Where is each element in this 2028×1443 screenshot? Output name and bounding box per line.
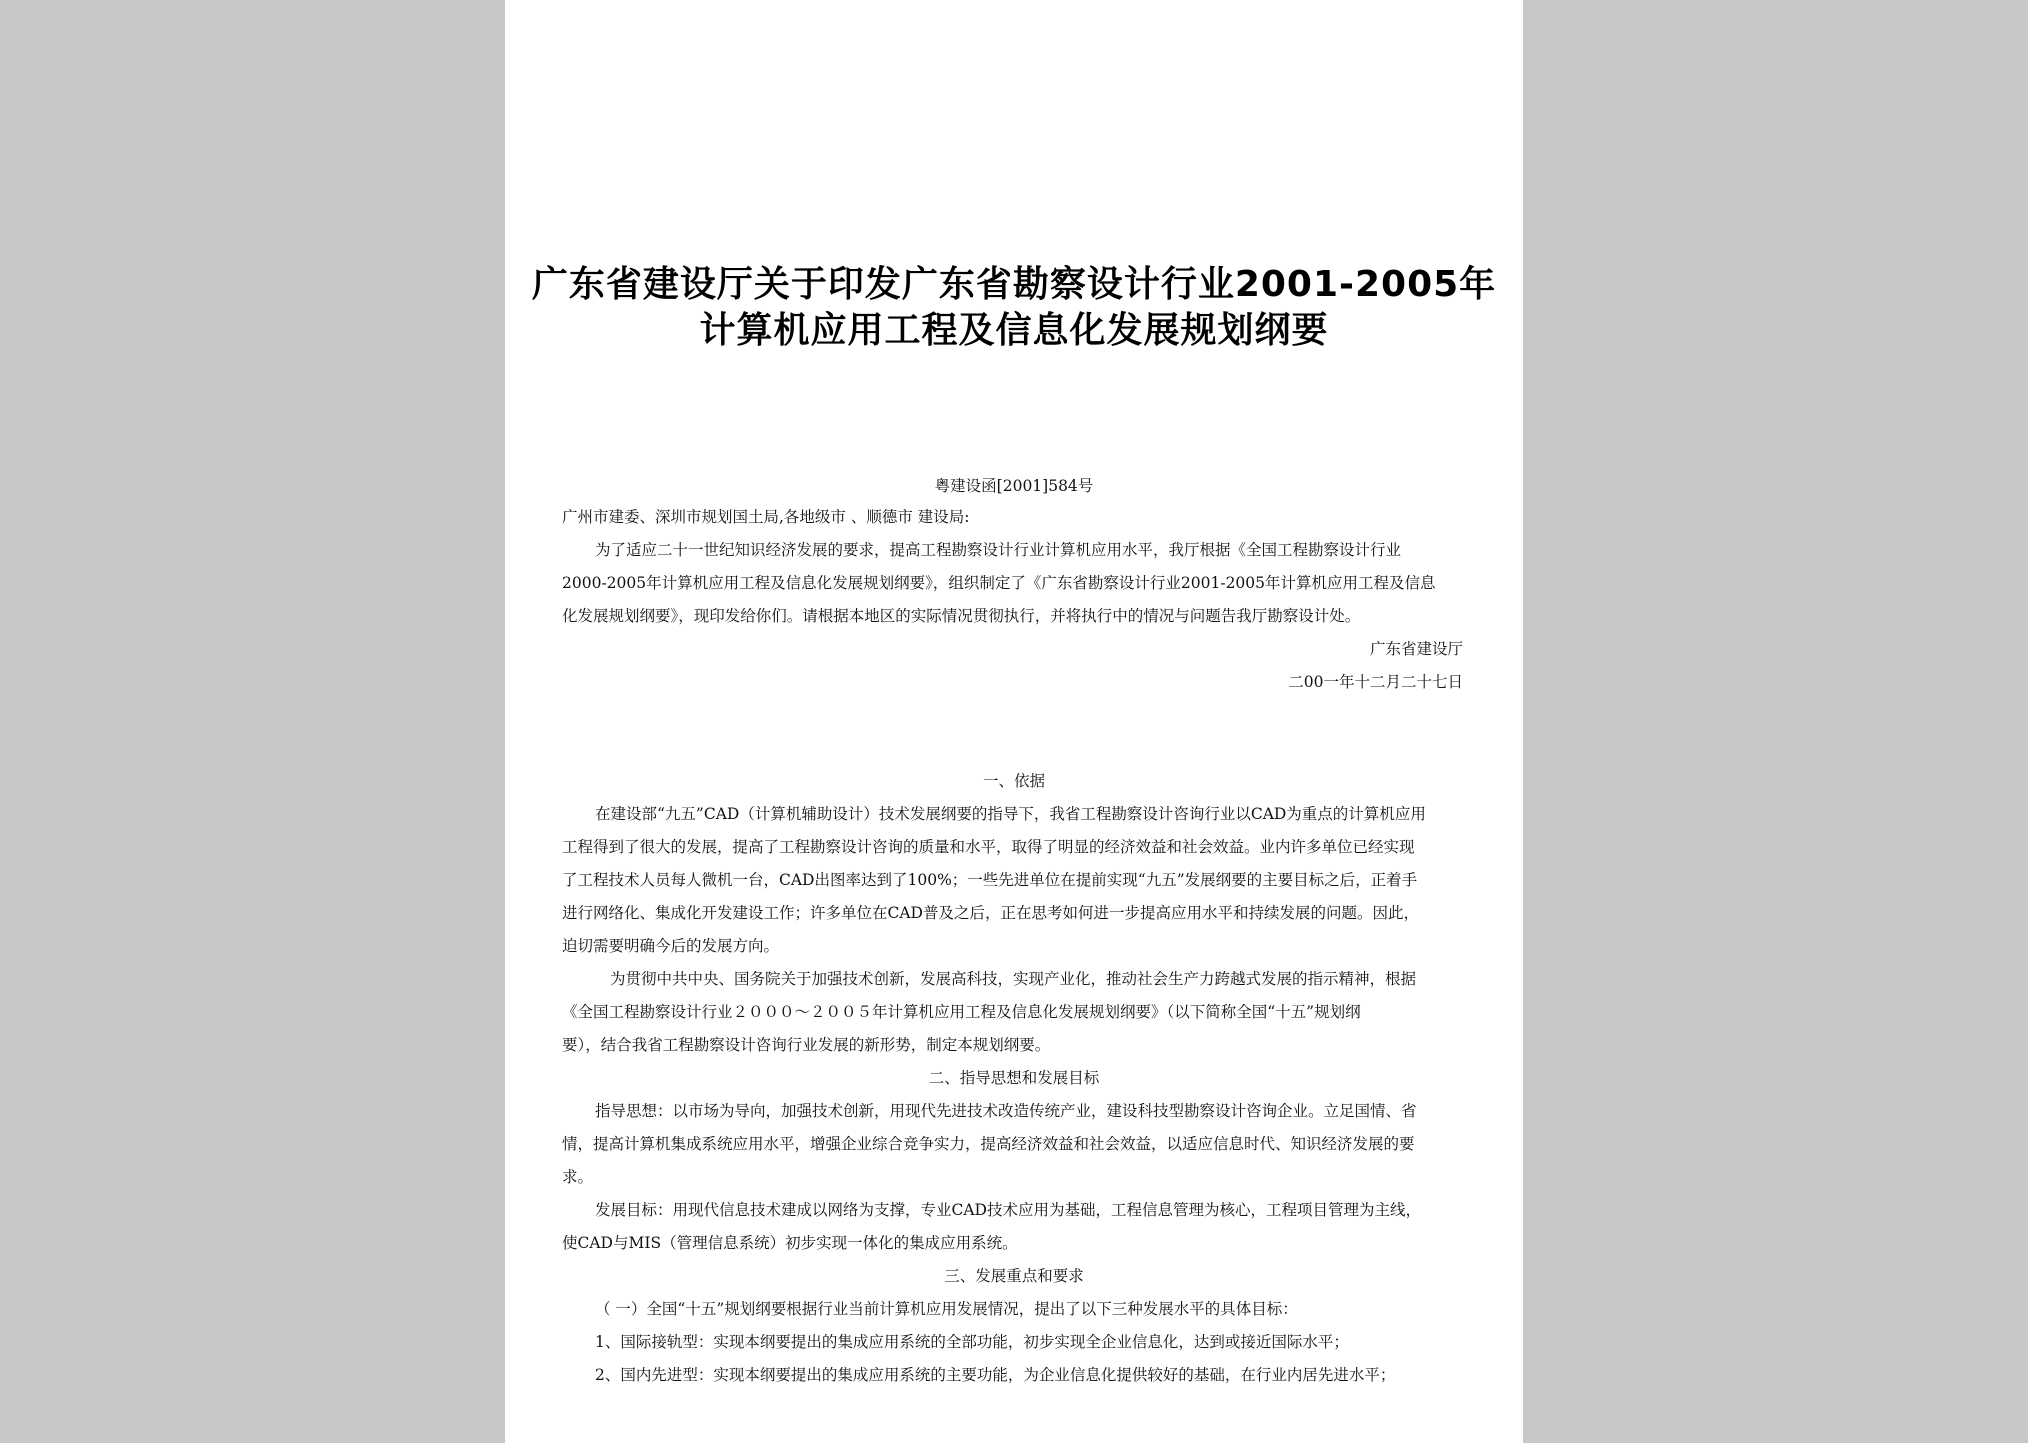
- section-2-p2-line-2: 使CAD与MIS（管理信息系统）初步实现一体化的集成应用系统。: [562, 1234, 1018, 1252]
- document-number: 粤建设函[2001]584号: [934, 477, 1094, 495]
- section-1-line-1: 在建设部“九五”CAD（计算机辅助设计）技术发展纲要的指导下，我省工程勘察设计咨询行业以CAD为重点的计算机应用: [595, 805, 1426, 823]
- section-2-heading: 二、指导思想和发展目标: [928, 1069, 1100, 1087]
- addressee: 广州市建委、深圳市规划国土局,各地级市 、顺德市 建设局:: [562, 508, 970, 526]
- document-title-line-1: 广东省建设厅关于印发广东省勘察设计行业2001-2005年: [531, 264, 1497, 305]
- document-page: [505, 0, 1523, 1443]
- document-title-line-2: 计算机应用工程及信息化发展规划纲要: [699, 310, 1329, 351]
- section-2-p2-line-1: 发展目标：用现代信息技术建成以网络为支撑，专业CAD技术应用为基础，工程信息管理为核心，工程项目管理为主线，: [595, 1201, 1421, 1219]
- section-1-line-4: 进行网络化、集成化开发建设工作；许多单位在CAD普及之后，正在思考如何进一步提高应用水平和持续发展的问题。因此，: [562, 904, 1419, 922]
- signing-date: 二00一年十二月二十七日: [1288, 673, 1463, 691]
- section-3-heading: 三、发展重点和要求: [944, 1267, 1084, 1285]
- section-2-line-3: 求。: [562, 1168, 594, 1186]
- signature: 广东省建设厅: [1369, 640, 1463, 658]
- section-2-line-1: 指导思想：以市场为导向，加强技术创新，用现代先进技术改造传统产业，建设科技型勘察设计咨询企业。立足国情、省: [595, 1102, 1417, 1120]
- section-1-heading: 一、依据: [982, 772, 1045, 790]
- section-2-line-2: 情，提高计算机集成系统应用水平，增强企业综合竞争实力，提高经济效益和社会效益，以适应信息时代、知识经济发展的要: [562, 1135, 1415, 1153]
- notice-line-3: 化发展规划纲要》，现印发给你们。请根据本地区的实际情况贯彻执行，并将执行中的情况与问题告我厅勘察设计处。: [562, 607, 1361, 625]
- notice-line-1: 为了适应二十一世纪知识经济发展的要求，提高工程勘察设计行业计算机应用水平，我厅根据《全国工程勘察设计行业: [595, 541, 1402, 559]
- section-3-line-3: 2、国内先进型：实现本纲要提出的集成应用系统的主要功能，为企业信息化提供较好的基础，在行业内居先进水平；: [595, 1366, 1396, 1384]
- notice-line-2: 2000-2005年计算机应用工程及信息化发展规划纲要》，组织制定了《广东省勘察设计行业2001-2005年计算机应用工程及信息: [562, 574, 1436, 592]
- section-1-line-5: 迫切需要明确今后的发展方向。: [562, 937, 780, 955]
- section-3-line-2: 1、国际接轨型：实现本纲要提出的集成应用系统的全部功能，初步实现全企业信息化，达到或接近国际水平；: [595, 1333, 1349, 1351]
- section-3-line-1: （ 一）全国“十五”规划纲要根据行业当前计算机应用发展情况，提出了以下三种发展水平的具体目标：: [595, 1300, 1298, 1318]
- section-1-p2-line-2: 《全国工程勘察设计行业２０００～２００５年计算机应用工程及信息化发展规划纲要》（以下简称全国“十五”规划纲: [562, 1003, 1361, 1021]
- section-1-p2-line-1: 为贯彻中共中央、国务院关于加强技术创新，发展高科技，实现产业化，推动社会生产力跨越式发展的指示精神，根据: [610, 970, 1417, 988]
- section-1-line-3: 了工程技术人员每人微机一台，CAD出图率达到了100%；一些先进单位在提前实现“九五”发展纲要的主要目标之后，正着手: [562, 871, 1418, 889]
- section-1-line-2: 工程得到了很大的发展，提高了工程勘察设计咨询的质量和水平，取得了明显的经济效益和社会效益。业内许多单位已经实现: [562, 838, 1415, 856]
- section-1-p2-line-3: 要），结合我省工程勘察设计咨询行业发展的新形势，制定本规划纲要。: [562, 1036, 1051, 1054]
